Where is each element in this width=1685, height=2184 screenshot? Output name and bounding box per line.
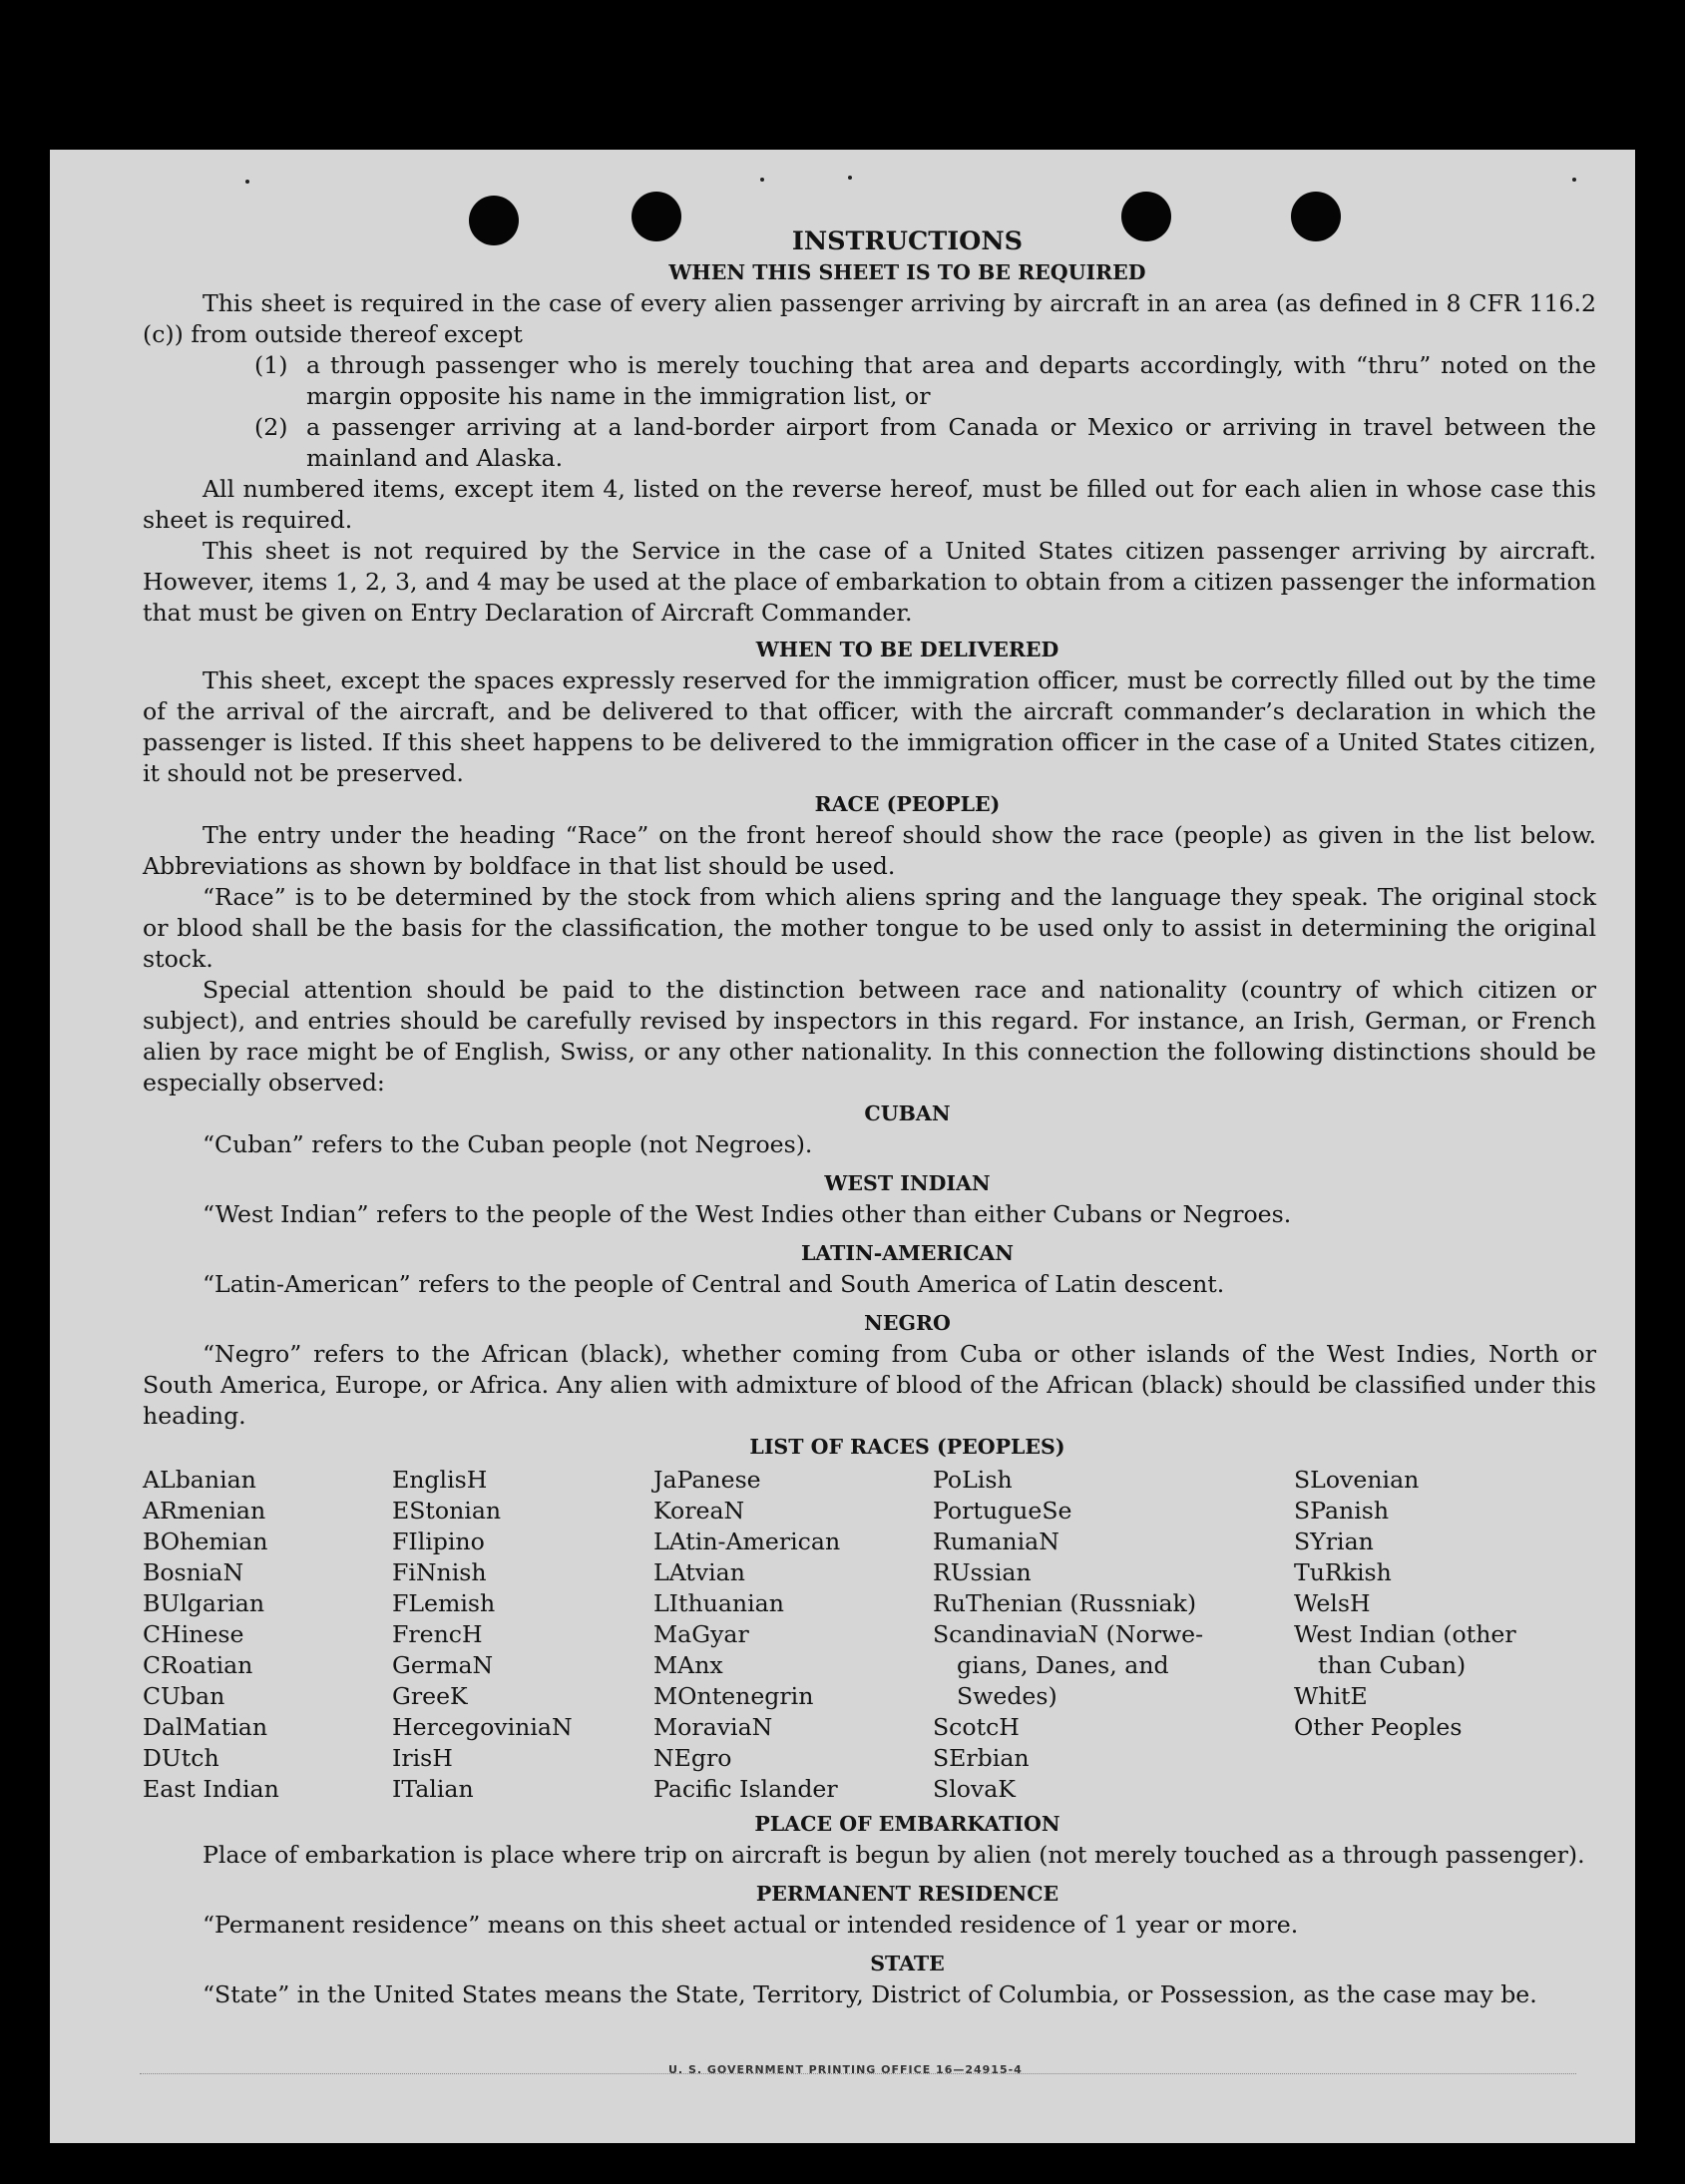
race-entry-continued: Swedes) <box>957 1682 1057 1710</box>
race-column <box>392 1465 653 1805</box>
race-entry: IrisH <box>392 1744 453 1772</box>
race-entry: RuThenian (Russniak) <box>933 1589 1197 1617</box>
race-entry: KoreaN <box>653 1497 745 1525</box>
paragraph: The entry under the heading “Race” on the front hereof should show the race (people) as given in the list below. Abbreviations as shown by boldface in that list should be used. <box>143 821 1596 880</box>
race-entry: East Indian <box>143 1775 279 1803</box>
race-entry: CRoatian <box>143 1651 253 1679</box>
race-entry: FiNnish <box>392 1558 487 1586</box>
section-heading-cuban: CUBAN <box>864 1101 951 1125</box>
race-entry: ScotcH <box>933 1713 1020 1741</box>
race-entry: SlovaK <box>933 1775 1016 1803</box>
section-heading-west-indian: WEST INDIAN <box>824 1171 991 1195</box>
race-entry: GreeK <box>392 1682 468 1710</box>
race-entry: DalMatian <box>143 1713 268 1741</box>
race-entry: SLovenian <box>1294 1466 1420 1494</box>
race-entry: NEgro <box>653 1744 732 1772</box>
race-entry: LIthuanian <box>653 1589 784 1617</box>
paragraph: “State” in the United States means the State, Territory, District of Columbia, or Possession, as the case may be. <box>203 1980 1537 2008</box>
item-number: (1) <box>254 351 288 379</box>
race-entry: SPanish <box>1294 1497 1390 1525</box>
race-entry-continued: than Cuban) <box>1318 1651 1467 1679</box>
race-entry: BOhemian <box>143 1528 268 1555</box>
numbered-item <box>143 350 1596 412</box>
race-entry: WelsH <box>1294 1589 1371 1617</box>
race-entry: MAnx <box>653 1651 723 1679</box>
race-entry: LAtvian <box>653 1558 745 1586</box>
race-entry: MaGyar <box>653 1620 749 1648</box>
race-entry: MOntenegrin <box>653 1682 814 1710</box>
paragraph: Special attention should be paid to the distinction between race and nationality (country of which citizen or subject), and entries should be carefully revised by inspectors in this regard. For instance, an Irish, German, or French alien by race might be of English, Swiss, or any other nationality. In this connection the following distinctions should be especially observed: <box>143 976 1596 1096</box>
race-entry: PortugueSe <box>933 1497 1072 1525</box>
race-entry: Pacific Islander <box>653 1775 838 1803</box>
numbered-item <box>143 412 1596 474</box>
section-heading-residence: PERMANENT RESIDENCE <box>755 1882 1059 1906</box>
printer-imprint: U. S. GOVERNMENT PRINTING OFFICE 16—24915-4 <box>668 2063 1023 2076</box>
race-entry: Other Peoples <box>1294 1713 1463 1741</box>
paragraph: This sheet is required in the case of every alien passenger arriving by aircraft in an area (as defined in 8 CFR 116.2 (c)) from outside thereof except <box>143 289 1596 348</box>
item-text: a through passenger who is merely touching that area and departs accordingly, with “thru” noted on the margin opposite his name in the immigration list, or <box>306 351 1596 410</box>
race-entry: HercegoviniaN <box>392 1713 573 1741</box>
paragraph: “Negro” refers to the African (black), whether coming from Cuba or other islands of the West Indies, North or South America, Europe, or Africa. Any alien with admixture of blood of the African (black) should be classified under this heading. <box>143 1340 1596 1430</box>
paragraph: “Latin-American” refers to the people of Central and South America of Latin descent. <box>203 1270 1225 1298</box>
race-entry: FIlipino <box>392 1528 485 1555</box>
race-entry: FrencH <box>392 1620 483 1648</box>
race-entry: ALbanian <box>143 1466 256 1494</box>
page-title: INSTRUCTIONS <box>791 226 1024 256</box>
section-heading-race: RACE (PEOPLE) <box>814 792 1001 816</box>
section-heading-state: STATE <box>870 1952 945 1975</box>
speck <box>245 180 249 184</box>
paragraph: “Cuban” refers to the Cuban people (not Negroes). <box>203 1130 813 1158</box>
race-entry: RUssian <box>933 1558 1032 1586</box>
section-heading-latin-american: LATIN-AMERICAN <box>800 1241 1015 1265</box>
race-column <box>143 1465 392 1805</box>
race-entry: WhitE <box>1294 1682 1368 1710</box>
paragraph: This sheet, except the spaces expressly reserved for the immigration officer, must be correctly filled out by the time of the arrival of the aircraft, and be delivered to that officer, with the aircraft commander’s declaration in which the passenger is listed. If this sheet happens to be delivered to the immigration officer in the case of a United States citizen, it should not be preserved. <box>143 666 1596 787</box>
race-entry: SErbian <box>933 1744 1030 1772</box>
section-heading-embarkation: PLACE OF EMBARKATION <box>754 1812 1060 1836</box>
form-sheet <box>50 150 1635 2143</box>
race-entry: EStonian <box>392 1497 502 1525</box>
race-entry: CUban <box>143 1682 225 1710</box>
race-entry: West Indian (other <box>1294 1620 1516 1648</box>
race-entry: ARmenian <box>143 1497 266 1525</box>
section-heading-negro: NEGRO <box>864 1311 951 1335</box>
race-entry: LAtin-American <box>653 1528 841 1555</box>
race-entry: SYrian <box>1294 1528 1374 1555</box>
item-number: (2) <box>254 413 288 441</box>
paragraph: Place of embarkation is place where trip on aircraft is begun by alien (not merely touched as a through passenger). <box>203 1841 1585 1869</box>
race-column <box>1294 1465 1573 1805</box>
paragraph: All numbered items, except item 4, listed on the reverse hereof, must be filled out for each alien in whose case this sheet is required. <box>143 475 1596 534</box>
speck <box>1572 178 1576 182</box>
race-column <box>653 1465 933 1805</box>
speck <box>848 176 852 180</box>
paragraph: “West Indian” refers to the people of the West Indies other than either Cubans or Negroes. <box>203 1200 1292 1228</box>
race-list <box>143 1465 1596 1805</box>
race-entry: BosniaN <box>143 1558 244 1586</box>
race-entry: JaPanese <box>653 1466 761 1494</box>
race-entry: GermaN <box>392 1651 494 1679</box>
race-entry: FLemish <box>392 1589 496 1617</box>
race-entry: PoLish <box>933 1466 1013 1494</box>
paragraph: This sheet is not required by the Service in the case of a United States citizen passenger arriving by aircraft. However, items 1, 2, 3, and 4 may be used at the place of embarkation to obtain from a citizen passenger the information that must be given on Entry Declaration of Aircraft Commander. <box>143 537 1596 627</box>
race-entry: ScandinaviaN (Norwe- <box>933 1620 1204 1648</box>
race-entry: TuRkish <box>1294 1558 1392 1586</box>
section-heading-delivered: WHEN TO BE DELIVERED <box>755 638 1059 661</box>
paragraph: “Permanent residence” means on this sheet actual or intended residence of 1 year or more. <box>203 1911 1299 1939</box>
race-entry: EnglisH <box>392 1466 488 1494</box>
section-heading-race-list: LIST OF RACES (PEOPLES) <box>749 1435 1065 1459</box>
race-entry: DUtch <box>143 1744 219 1772</box>
race-entry: MoraviaN <box>653 1713 773 1741</box>
item-text: a passenger arriving at a land-border airport from Canada or Mexico or arriving in travel between the mainland and Alaska. <box>306 413 1596 472</box>
section-heading-required: WHEN THIS SHEET IS TO BE REQUIRED <box>668 260 1146 284</box>
race-entry: ITalian <box>392 1775 474 1803</box>
race-entry: RumaniaN <box>933 1528 1059 1555</box>
race-entry-continued: gians, Danes, and <box>957 1651 1169 1679</box>
race-entry: CHinese <box>143 1620 244 1648</box>
speck <box>760 178 764 182</box>
race-column <box>933 1465 1294 1805</box>
race-entry: BUlgarian <box>143 1589 265 1617</box>
paragraph: “Race” is to be determined by the stock from which aliens spring and the language they speak. The original stock or blood shall be the basis for the classification, the mother tongue to be used only to assist in determining the original stock. <box>143 883 1596 973</box>
